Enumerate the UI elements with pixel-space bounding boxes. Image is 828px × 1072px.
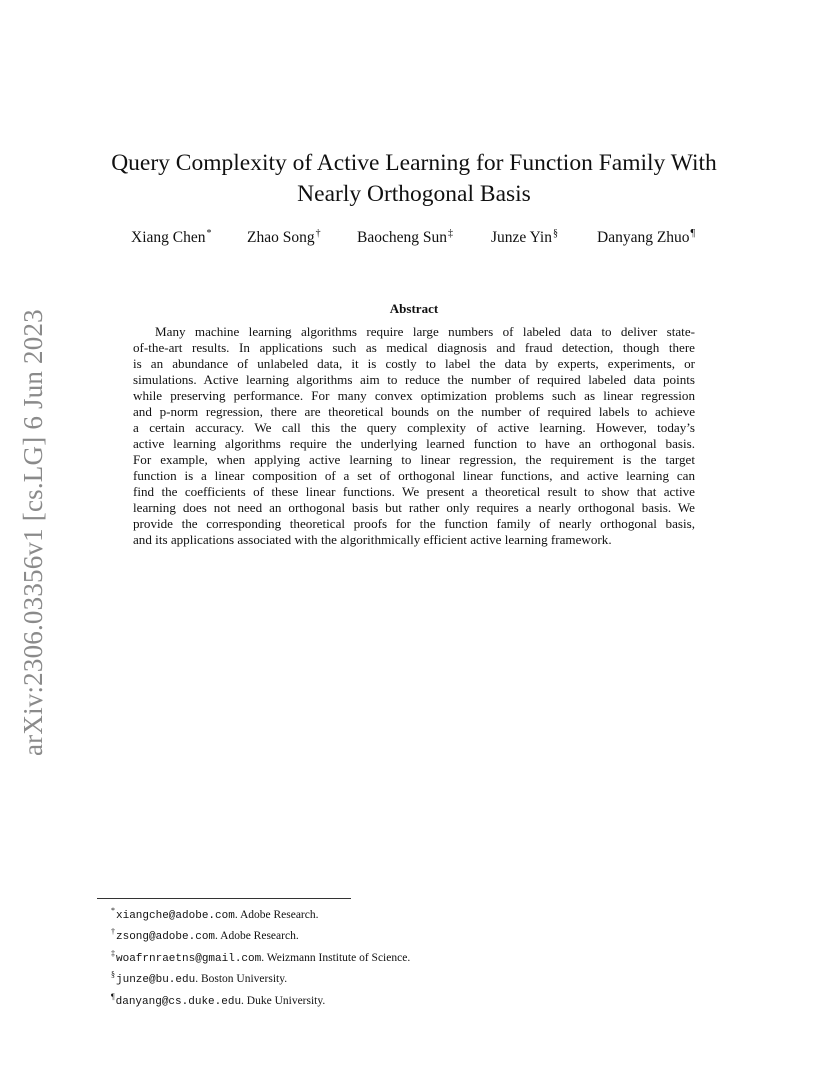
author-email: woafrnraetns@gmail.com bbox=[116, 952, 262, 965]
footnote-mark: * bbox=[111, 906, 115, 915]
abstract-line: and its applications associated with the algorithmically efficient active learning framework. bbox=[133, 532, 612, 547]
author-footnote-mark: ‡ bbox=[447, 228, 453, 239]
abstract-line: Many machine learning algorithms require large numbers of labeled data to deliver state- bbox=[155, 324, 695, 339]
author-affiliation: . Boston University. bbox=[195, 973, 288, 986]
abstract-line: simulations. Active learning algorithms aim to reduce the number of required labeled data points bbox=[133, 372, 695, 387]
arxiv-identifier-stamp: arXiv:2306.03356v1 [cs.LG] 6 Jun 2023 bbox=[18, 309, 48, 756]
footnote-junze-yin bbox=[111, 967, 731, 988]
footnote-divider bbox=[97, 898, 351, 899]
abstract-line: active learning algorithms require the underlying learned function to have an orthogonal basis. bbox=[133, 436, 695, 451]
author-footnote-mark: † bbox=[315, 228, 321, 239]
author-email: danyang@cs.duke.edu bbox=[115, 995, 242, 1008]
abstract-line: of-the-art results. In applications such as medical diagnosis and fraud detection, though there bbox=[133, 340, 695, 355]
footnote-danyang-zhuo bbox=[111, 989, 731, 1010]
author-name: Baocheng Sun bbox=[357, 229, 447, 246]
footnote-mark: ‡ bbox=[111, 948, 115, 958]
author-email: junze@bu.edu bbox=[116, 974, 196, 987]
footnote-mark: † bbox=[111, 927, 115, 937]
author-footnote-mark: § bbox=[553, 228, 558, 239]
author-email: zsong@adobe.com bbox=[116, 931, 216, 944]
abstract-line: find the coefficients of these linear functions. We present a theoretical result to show that active bbox=[133, 484, 695, 499]
abstract-body bbox=[133, 324, 695, 548]
author-baocheng-sun bbox=[357, 228, 453, 247]
abstract-line: while preserving performance. For many convex optimization problems such as linear regression bbox=[133, 388, 695, 403]
abstract-line: provide the corresponding theoretical proofs for the function family of nearly orthogonal basis, bbox=[133, 516, 695, 531]
author-list bbox=[0, 228, 828, 248]
paper-title: Query Complexity of Active Learning for Function Family With Nearly Orthogonal Basis bbox=[111, 150, 717, 207]
abstract-line: learning does not need an orthogonal basis but rather only requires a nearly orthogonal basis. We bbox=[133, 500, 695, 515]
author-email: xiangche@adobe.com bbox=[116, 910, 235, 922]
abstract-line: function is a linear composition of a set of orthogonal linear functions, and active learning can bbox=[133, 468, 695, 483]
author-name: Zhao Song bbox=[247, 229, 315, 246]
author-name: Junze Yin bbox=[491, 229, 552, 246]
author-zhao-song bbox=[247, 228, 321, 247]
author-name: Danyang Zhuo bbox=[597, 229, 690, 246]
author-danyang-zhuo bbox=[597, 228, 695, 247]
author-affiliation: . Duke University. bbox=[241, 994, 326, 1007]
footnote-baocheng-sun bbox=[111, 946, 731, 967]
abstract-line: For example, when applying active learning to linear regression, the requirement is the target bbox=[133, 452, 695, 467]
author-affiliation: . Adobe Research. bbox=[215, 930, 299, 943]
footnote-mark: ¶ bbox=[111, 991, 115, 1001]
abstract-heading: Abstract bbox=[389, 301, 439, 316]
footnote-mark: § bbox=[111, 970, 115, 980]
footnotes bbox=[111, 903, 731, 1010]
abstract-line: is an abundance of unlabeled data, it is costly to label the data by experts, experiments, or bbox=[133, 356, 695, 371]
author-xiang-chen bbox=[131, 228, 211, 247]
footnote-xiang-chen bbox=[111, 903, 731, 924]
author-affiliation: . Adobe Research. bbox=[234, 909, 319, 921]
footnote-zhao-song bbox=[111, 924, 731, 945]
author-footnote-mark: * bbox=[206, 228, 212, 239]
abstract-line: and p-norm regression, there are theoretical bounds on the number of required labels to achieve bbox=[133, 404, 695, 419]
abstract-line: a certain accuracy. We call this the query complexity of active learning. However, today’s bbox=[133, 420, 695, 435]
author-affiliation: . Weizmann Institute of Science. bbox=[261, 951, 411, 964]
author-junze-yin bbox=[491, 228, 558, 247]
author-name: Xiang Chen bbox=[131, 229, 206, 246]
author-footnote-mark: ¶ bbox=[690, 228, 696, 239]
